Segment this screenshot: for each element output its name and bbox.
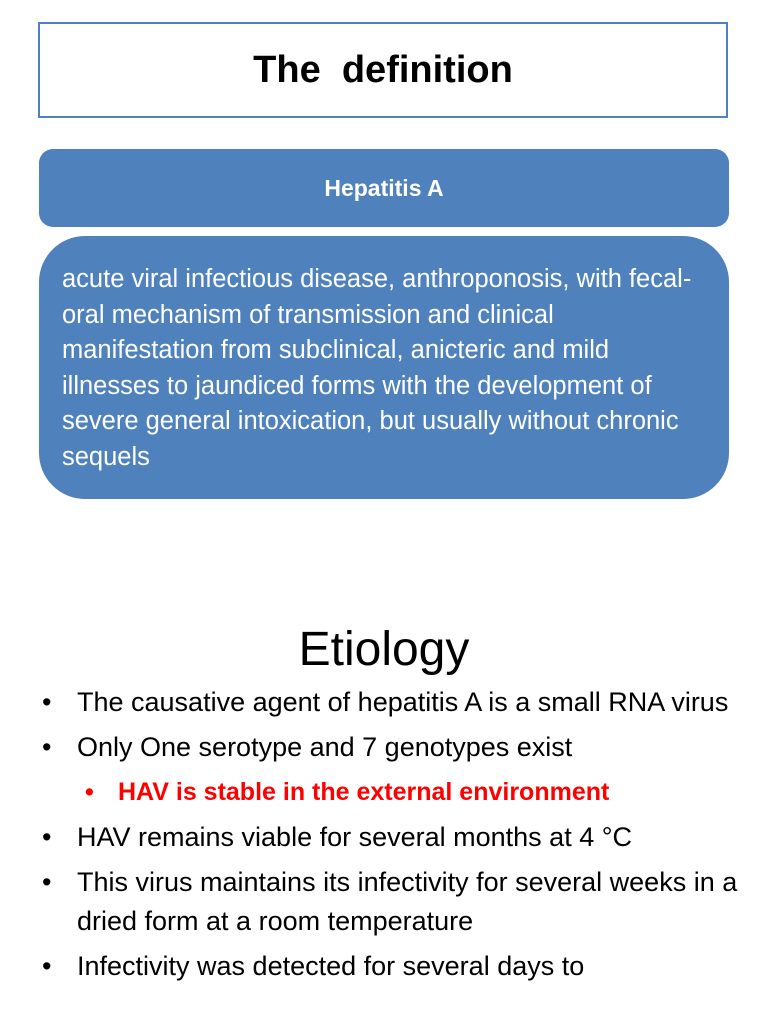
highlighted-sub-bullet [0, 773, 768, 812]
bullet-item [0, 818, 768, 857]
etiology-heading: Etiology [298, 623, 470, 676]
bullet-dot-icon: • [42, 687, 52, 717]
bullet-item [0, 683, 768, 722]
definition-body-box [39, 236, 729, 499]
term-label: Hepatitis A [324, 174, 444, 201]
etiology-bullet-list [0, 683, 768, 992]
term-header-box [39, 149, 729, 227]
definition-title: The definition [253, 48, 513, 91]
bullet-dot-icon: • [42, 732, 52, 762]
bullet-dot-icon: • [42, 867, 52, 897]
definition-title-box [38, 22, 728, 118]
definition-text: acute viral infectious disease, anthroponosis, with fecal-oral mechanism of transmission and clinical manifestation from subclinical, anicteric and mild illnesses to jaundiced forms with the development of severe general intoxication, but usually without chronic sequels [62, 265, 692, 471]
bullet-text: HAV remains viable for several months at 4 °C [77, 822, 633, 852]
bullet-text: This virus maintains its infectivity for several weeks in a dried form at a room temperature [77, 867, 738, 936]
bullet-text: Only One serotype and 7 genotypes exist [77, 732, 573, 762]
bullet-dot-icon: • [85, 778, 94, 806]
bullet-text: The causative agent of hepatitis A is a small RNA virus [77, 687, 729, 717]
bullet-item [0, 728, 768, 767]
bullet-dot-icon: • [42, 951, 52, 981]
bullet-item [0, 863, 768, 941]
bullet-dot-icon: • [42, 822, 52, 852]
bullet-text: HAV is stable in the external environment [118, 778, 610, 806]
bullet-item [0, 947, 768, 986]
bullet-text: Infectivity was detected for several days to [77, 951, 585, 981]
